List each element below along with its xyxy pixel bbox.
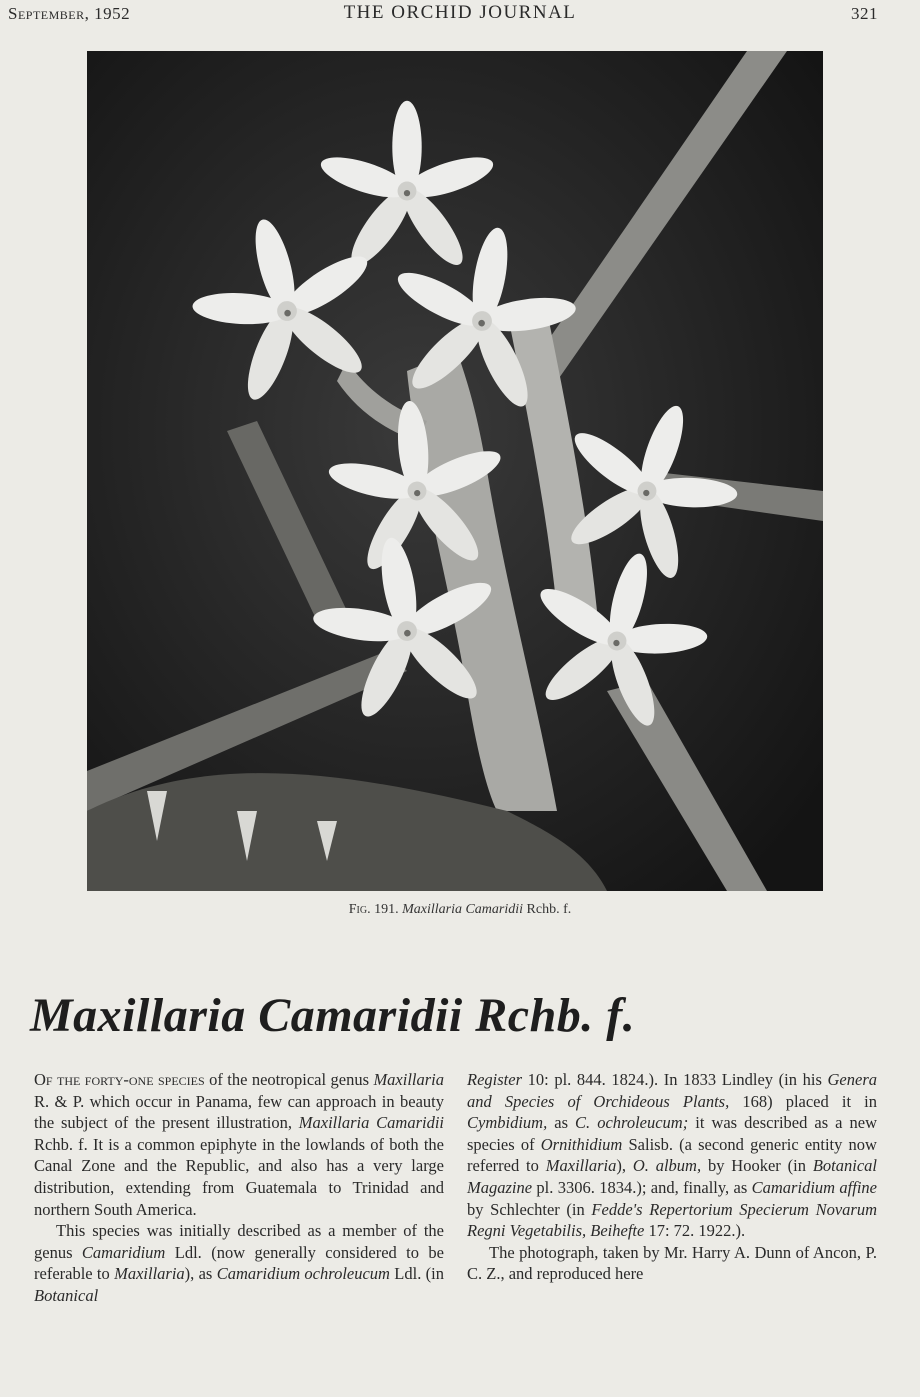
text-run: Salisb. (a second generic entity now referred to (467, 1134, 877, 1176)
text-run: by Hooker (in (701, 1156, 813, 1176)
work-title: Genera and Species of Orchideous Plants, (467, 1070, 877, 1111)
text-run: as (547, 1113, 576, 1133)
text-run: by Schlechter (in (467, 1199, 592, 1219)
species-name: O. album, (632, 1156, 702, 1176)
text-run: 168) placed it in (729, 1091, 877, 1111)
text-run: pl. 3306. 1834.); and, finally, as (532, 1177, 752, 1197)
text-run: 17: 72. 1922.). (644, 1221, 746, 1241)
text-run: of the neotropical genus (204, 1070, 374, 1089)
figure-label: Fig. 191. (348, 902, 399, 917)
text-run: Ldl. (in (389, 1264, 444, 1284)
paragraph (34, 1220, 444, 1306)
column-left (34, 1069, 444, 1307)
text-run: ), as (184, 1264, 217, 1284)
journal-name: Botanical Magazine (467, 1156, 877, 1197)
figure-author: Rchb. f. (526, 902, 572, 917)
paragraph (34, 1069, 444, 1220)
lead-in: Of the forty-one species (34, 1070, 205, 1089)
genus-name: Maxillaria (114, 1264, 185, 1284)
running-head (0, 2, 920, 26)
text-run: 10: pl. 844. 1824.). In 1833 Lindley (in his (522, 1070, 828, 1089)
genus-name: Ornithidium (540, 1134, 623, 1154)
journal-name: Botanical (34, 1285, 99, 1305)
issue-date: September, 1952 (8, 4, 131, 23)
orchid-photo-icon (87, 51, 823, 891)
journal-title: THE ORCHID JOURNAL (343, 2, 577, 23)
genus-name: Maxillaria (545, 1156, 617, 1176)
genus-name: Cymbidium, (467, 1113, 548, 1133)
article-title: Maxillaria Camaridii Rchb. f. (30, 989, 636, 1042)
text-run: This species was initially described as a member of the genus (34, 1221, 444, 1262)
figure-caption (0, 902, 920, 918)
page-number: 321 (851, 4, 878, 23)
journal-name: Fedde's Repertorium Specierum Novarum Regni Vegetabilis, Beihefte (467, 1199, 878, 1241)
genus-name: Camaridium (81, 1242, 166, 1262)
genus-name: Maxillaria (373, 1070, 445, 1089)
species-name: Camaridium affine (751, 1177, 877, 1197)
journal-name: Register (467, 1070, 522, 1089)
column-right (467, 1069, 877, 1285)
species-name: Maxillaria Camaridii (298, 1113, 444, 1133)
species-name: C. ochroleucum; (575, 1113, 689, 1133)
text-run: R. & P. which occur in Panama, few can approach in beauty the subject of the present illustration, (34, 1091, 444, 1133)
orchid-photograph (87, 51, 823, 891)
text-run: Ldl. (now generally considered to be referable to (34, 1242, 444, 1284)
figure-species: Maxillaria Camaridii (402, 902, 524, 917)
text-run: Rchb. f. It is a common epiphyte in the lowlands of both the Canal Zone and the Republic, and also has a very large distribution, extending from Guatemala to Trinidad and northern South America. (34, 1134, 444, 1219)
paragraph: The photograph, taken by Mr. Harry A. Dunn of Ancon, P. C. Z., and reproduced here (467, 1242, 877, 1284)
text-run: ), (616, 1156, 633, 1176)
species-name: Camaridium ochroleucum (216, 1264, 390, 1284)
paragraph (467, 1069, 877, 1242)
text-run: it was described as a new species of (467, 1113, 878, 1154)
